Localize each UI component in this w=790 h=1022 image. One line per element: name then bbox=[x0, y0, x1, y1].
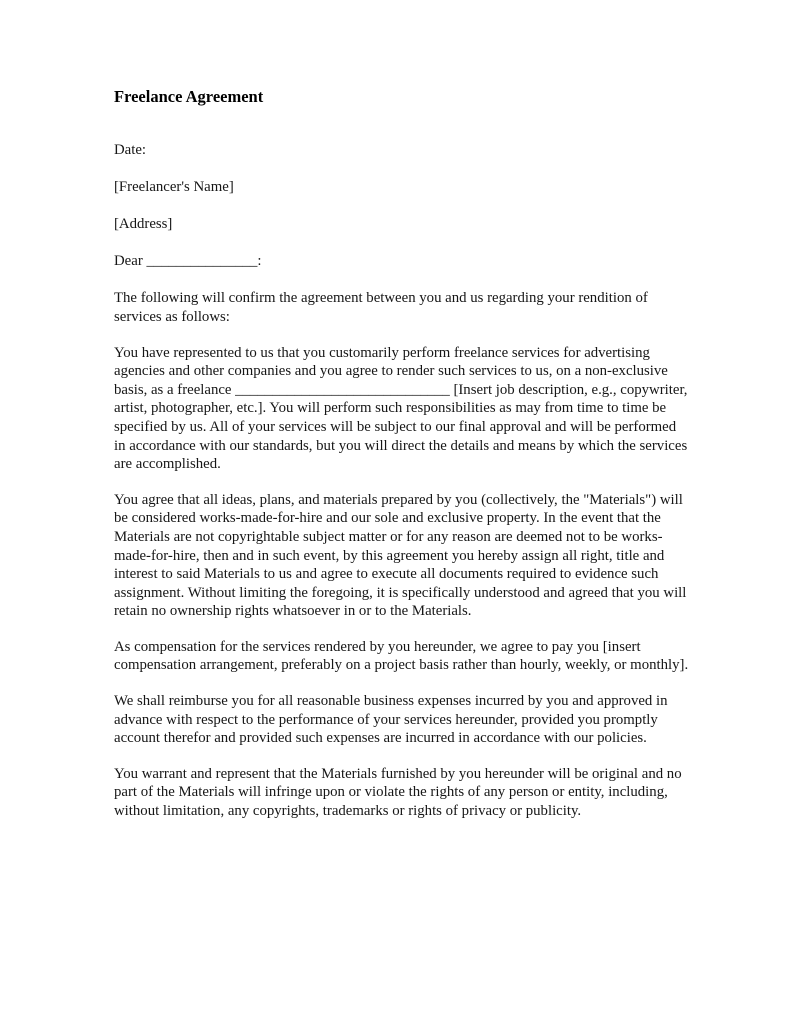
freelancer-name-placeholder: [Freelancer's Name] bbox=[114, 179, 234, 196]
materials-ownership-paragraph: You agree that all ideas, plans, and materials prepared by you (collectively, the "Materials") will be considered works-made-for-hire and our sole and exclusive property. In the event that the Materials are not copyrightable subject matter or for any reason are deemed not to be works-made-for-hire, then and in such event, by this agreement you hereby assign all right, title and interest to said Materials to us and agree to execute all documents required to evidence such assignment. Without limiting the foregoing, it is specifically understood and agreed that you will retain no ownership rights whatsoever in or to the Materials. bbox=[114, 491, 691, 620]
salutation-line: Dear _______________: bbox=[114, 253, 262, 270]
compensation-paragraph: As compensation for the services rendered by you hereunder, we agree to pay you [insert compensation arrangement, preferably on a project basis rather than hourly, weekly, or monthly]. bbox=[114, 638, 689, 674]
date-line: Date: bbox=[114, 142, 147, 158]
document-title: Freelance Agreement bbox=[114, 87, 264, 106]
services-paragraph: You have represented to us that you customarily perform freelance services for advertising agencies and other companies and you agree to render such services to us, on a non-exclusive basis, as a freelance _____________________________ [Insert job description, e.g., copywriter, artist, photographer, etc.]. You will perform such responsibilities as may from time to time be specified by us. All of your services will be subject to our final approval and will be performed in accordance with our standards, but you will direct the details and means by which the services are accomplished. bbox=[114, 344, 692, 473]
address-placeholder: [Address] bbox=[114, 216, 173, 233]
warranty-paragraph: You warrant and represent that the Materials furnished by you hereunder will be original and no part of the Materials will infringe upon or violate the rights of any person or entity, including, without limitation, any copyrights, trademarks or rights of privacy or publicity. bbox=[114, 765, 686, 820]
expenses-paragraph: We shall reimburse you for all reasonable business expenses incurred by you and approved in advance with respect to the performance of your services hereunder, provided you promptly account therefor and provided such expenses are incurred in accordance with our policies. bbox=[114, 693, 672, 747]
intro-paragraph: The following will confirm the agreement between you and us regarding your rendition of services as follows: bbox=[114, 290, 652, 325]
